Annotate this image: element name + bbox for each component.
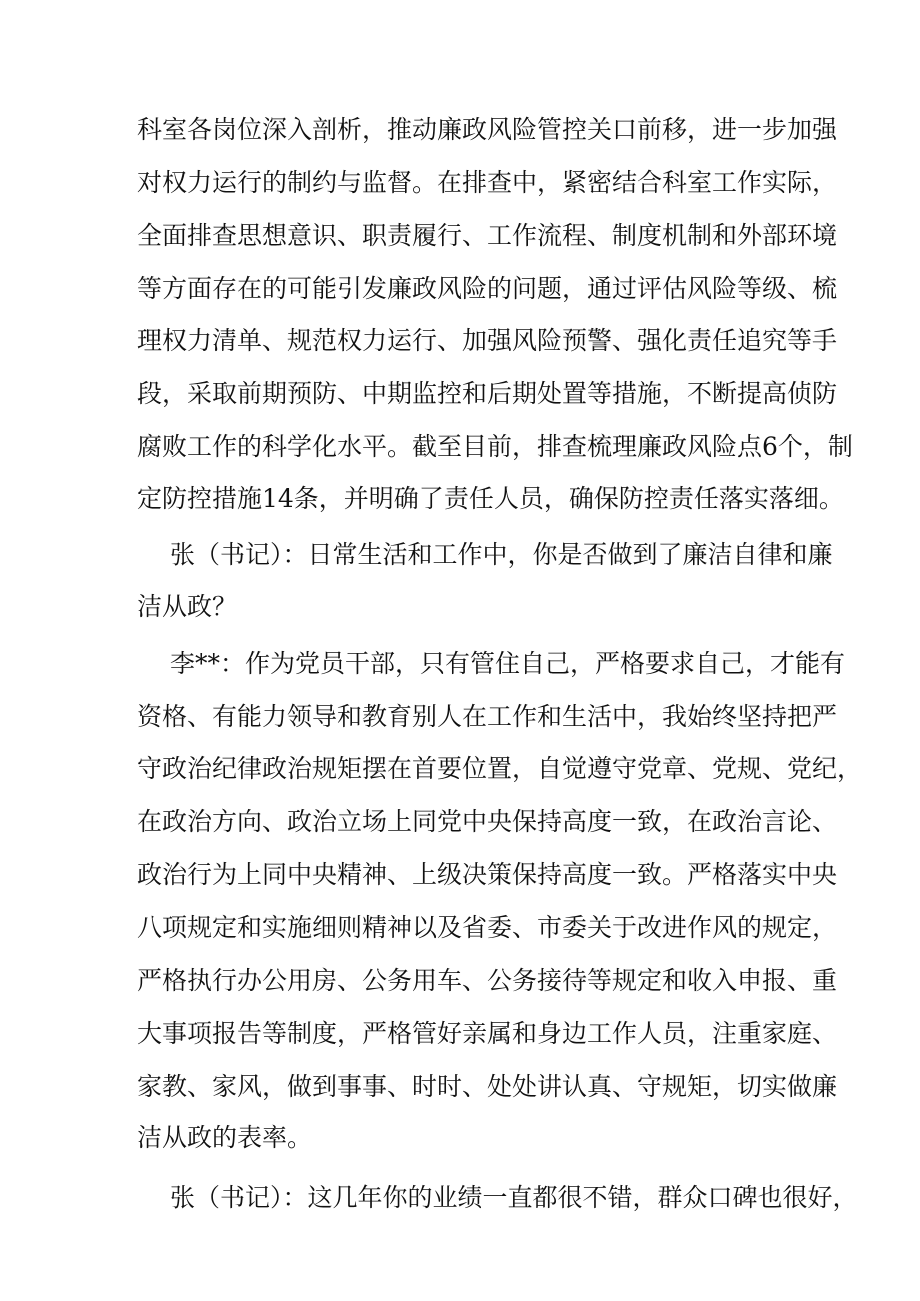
paragraph-2-line-2 <box>0 584 920 630</box>
text-line: 严格执行办公用房、公务用车、公务接待等规定和收入申报、重 <box>137 966 838 995</box>
paragraph-1-line-2 <box>0 160 920 206</box>
text-line: 段，采取前期预防、中期监控和后期处置等措施，不断提高侦防 <box>137 379 838 408</box>
text-line: 洁从政？ <box>137 592 238 621</box>
paragraph-3-line-7 <box>0 958 920 1004</box>
text-line: 李**：作为党员干部，只有管住自己，严格要求自己，才能有 <box>170 649 846 678</box>
paragraph-3-line-2 <box>0 694 920 740</box>
text-line: 等方面存在的可能引发廉政风险的问题，通过评估风险等级、梳 <box>137 274 838 303</box>
paragraph-1-line-5 <box>0 318 920 364</box>
text-line: 对权力运行的制约与监督。在排查中，紧密结合科室工作实际， <box>137 168 838 197</box>
text-line: 在政治方向、政治立场上同党中央保持高度一致，在政治言论、 <box>137 807 838 836</box>
text-line: 八项规定和实施细则精神以及省委、市委关于改进作风的规定， <box>137 913 838 942</box>
text-line: 洁从政的表率。 <box>137 1123 313 1152</box>
paragraph-1-line-8 <box>0 476 920 522</box>
paragraph-3-line-10 <box>0 1115 920 1161</box>
text-line: 张（书记）：日常生活和工作中，你是否做到了廉洁自律和廉 <box>170 540 833 569</box>
paragraph-1-line-1 <box>0 107 920 153</box>
text-line: 张（书记）：这几年你的业绩一直都很不错，群众口碑也很好， <box>170 1183 858 1212</box>
paragraph-1-line-3 <box>0 213 920 259</box>
paragraph-3-line-3 <box>0 746 920 792</box>
paragraph-3-line-4 <box>0 799 920 845</box>
text-line: 守政治纪律政治规矩摆在首要位置，自觉遵守党章、党规、党纪， <box>137 754 863 783</box>
text-line: 科室各岗位深入剖析，推动廉政风险管控关口前移，进一步加强 <box>137 115 838 144</box>
text-line: 大事项报告等制度，严格管好亲属和身边工作人员，注重家庭、 <box>137 1019 838 1048</box>
paragraph-3-line-1 <box>0 641 920 687</box>
paragraph-3-line-8 <box>0 1011 920 1057</box>
text-line: 理权力清单、规范权力运行、加强风险预警、强化责任追究等手 <box>137 326 838 355</box>
paragraph-3-line-5 <box>0 852 920 898</box>
text-line: 家教、家风，做到事事、时时、处处讲认真、守规矩，切实做廉 <box>137 1072 838 1101</box>
paragraph-2-line-1 <box>0 532 920 578</box>
paragraph-3-line-6 <box>0 905 920 951</box>
text-line: 政治行为上同中央精神、上级决策保持高度一致。严格落实中央 <box>137 860 838 889</box>
paragraph-1-line-6 <box>0 371 920 417</box>
text-line: 全面排查思想意识、职责履行、工作流程、制度机制和外部环境 <box>137 221 838 250</box>
text-line: 定防控措施14条，并明确了责任人员，确保防控责任落实落细。 <box>137 484 844 513</box>
text-line: 腐败工作的科学化水平。截至目前，排查梳理廉政风险点6个，制 <box>137 432 853 461</box>
paragraph-3-line-9 <box>0 1064 920 1110</box>
paragraph-4-line-1 <box>0 1175 920 1221</box>
paragraph-1-line-4 <box>0 266 920 312</box>
text-line: 资格、有能力领导和教育别人在工作和生活中，我始终坚持把严 <box>137 702 838 731</box>
paragraph-1-line-7 <box>0 424 920 470</box>
